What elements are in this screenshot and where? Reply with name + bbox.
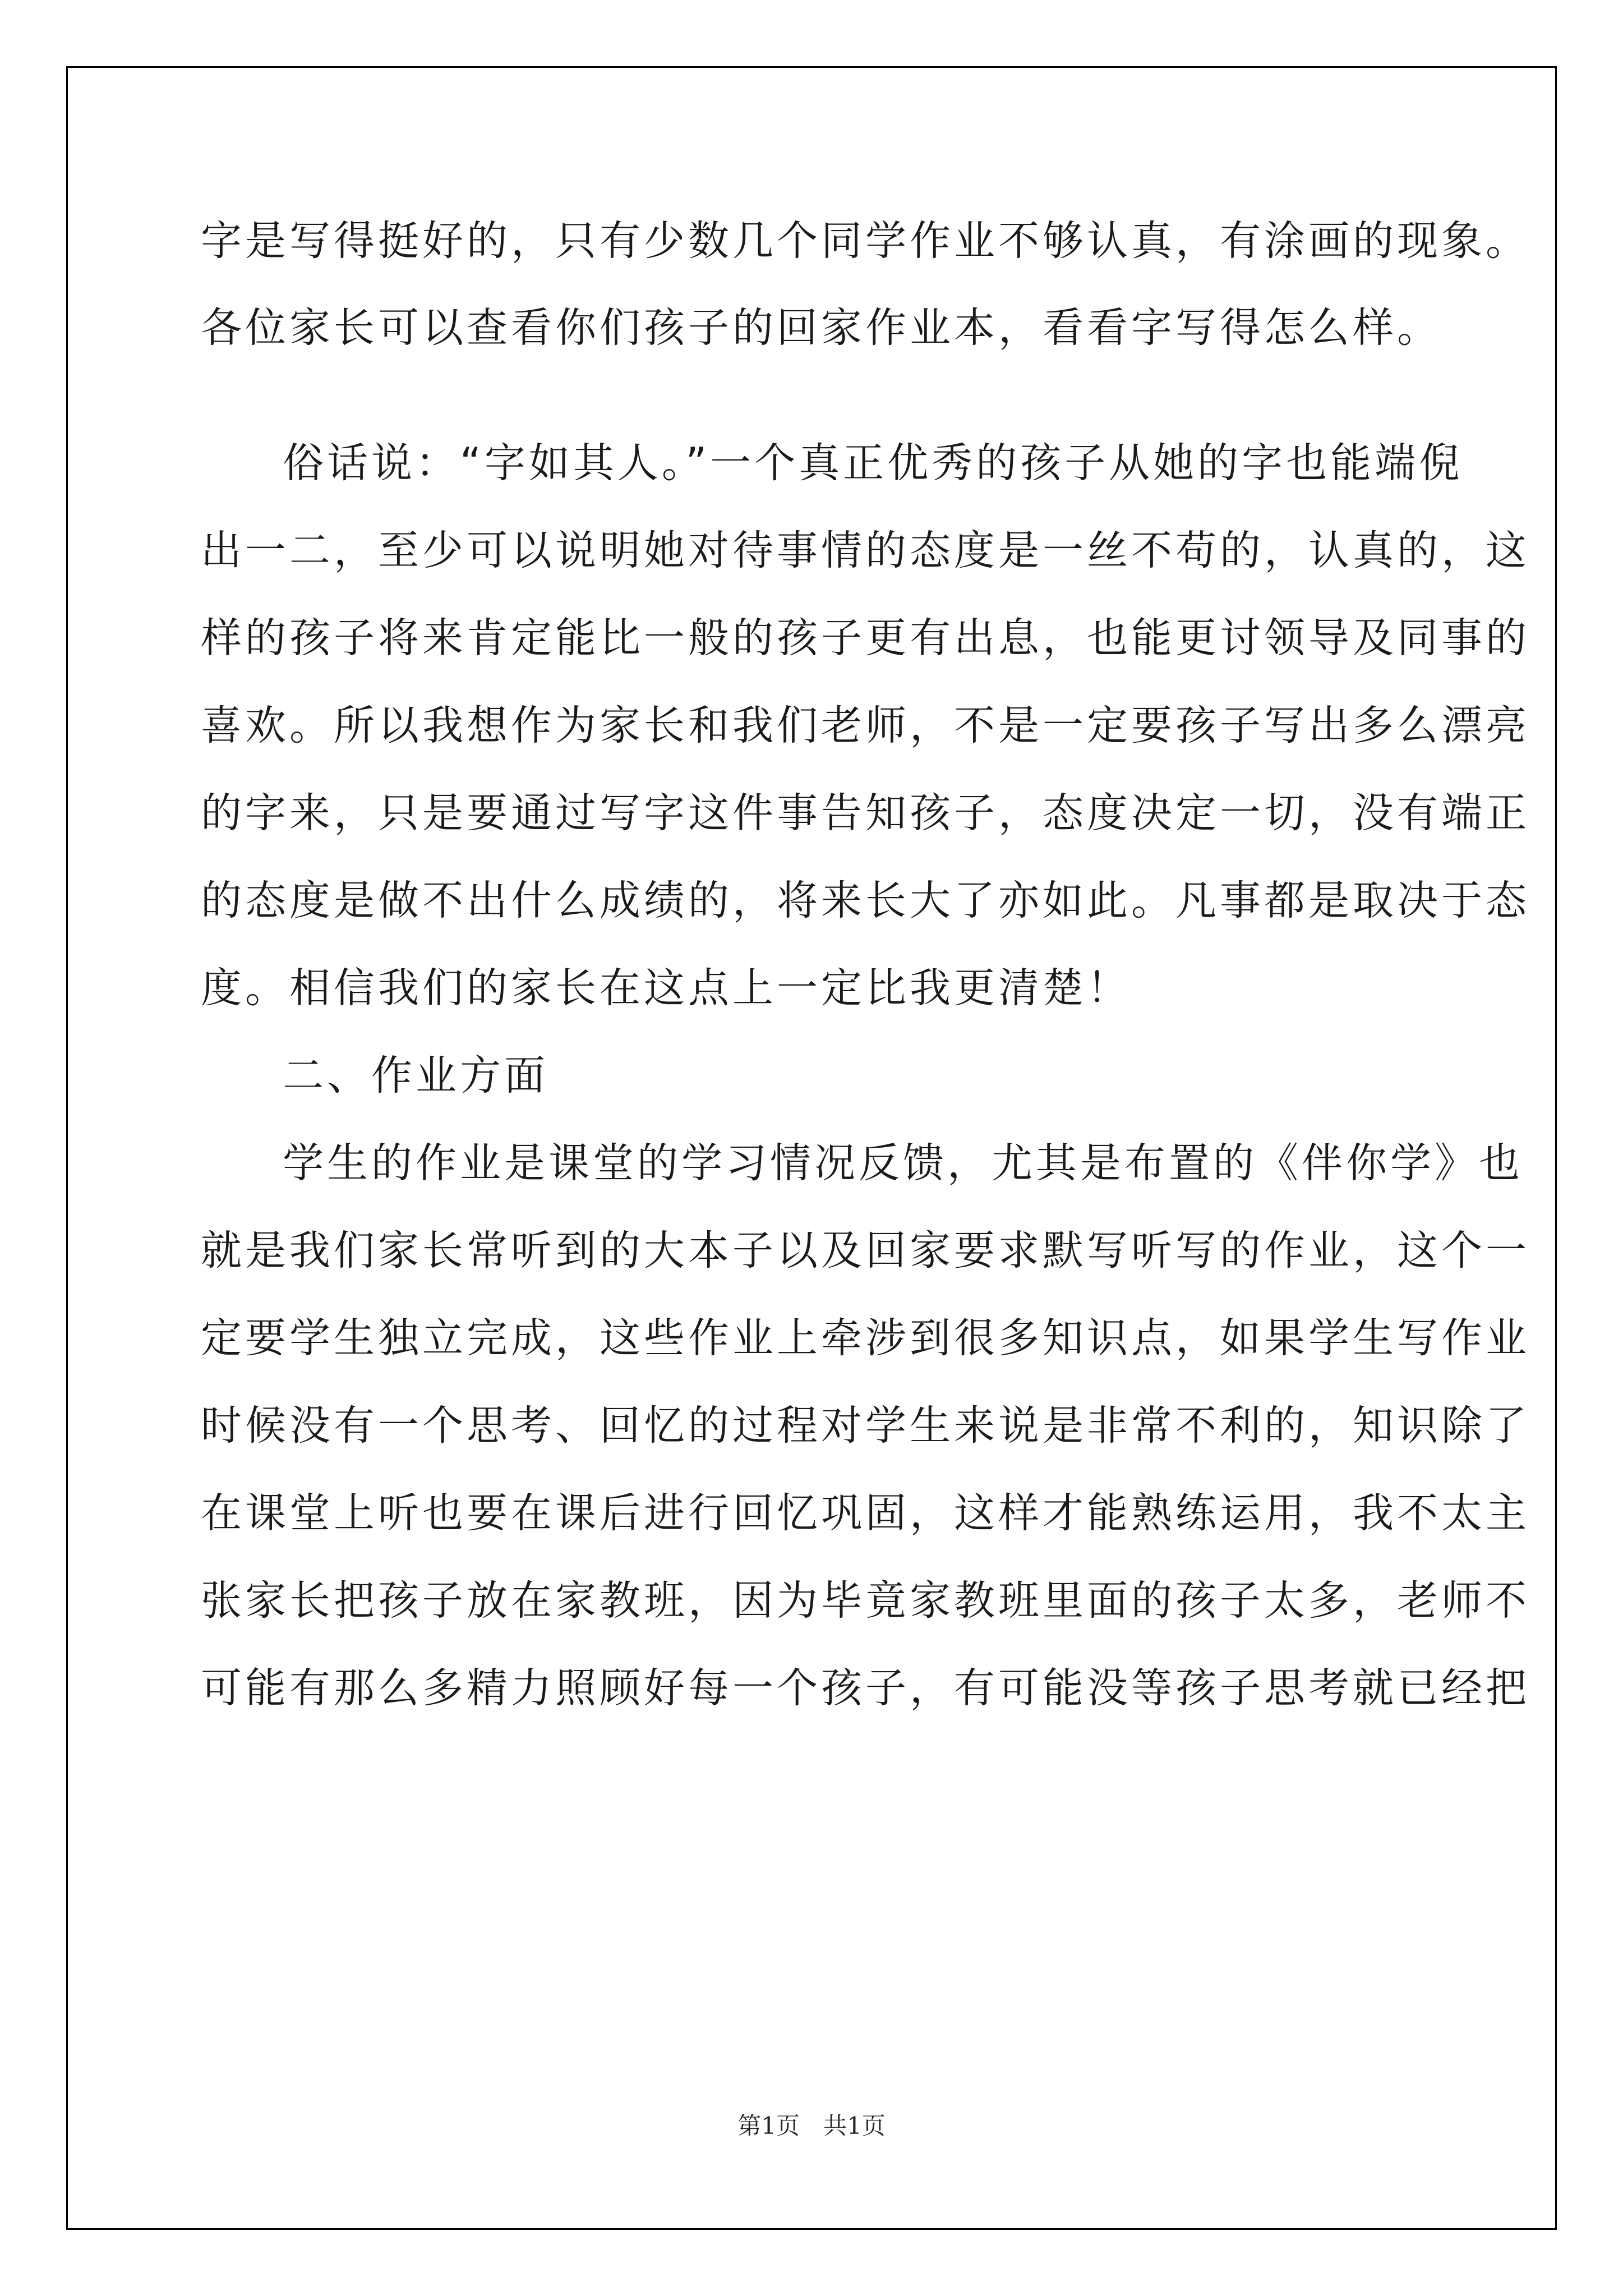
paragraph-line: 的字来，只是要通过写字这件事告知孩子，态度决定一切，没有端正 [201,789,1530,837]
paragraph-line: 各位家长可以查看你们孩子的回家作业本，看看字写得怎么样。 [201,304,1441,352]
paragraph-line: 俗话说：“字如其人。”一个真正优秀的孩子从她的字也能端倪 [283,439,1464,487]
paragraph-line: 出一二，至少可以说明她对待事情的态度是一丝不苟的，认真的，这 [201,527,1530,574]
paragraph-line: 学生的作业是课堂的学习情况反馈，尤其是布置的《伴你学》也 [283,1139,1523,1187]
paragraph-line: 定要学生独立完成，这些作业上牵涉到很多知识点，如果学生写作业 [201,1314,1530,1362]
paragraph-line: 时候没有一个思考、回忆的过程对学生来说是非常不利的，知识除了 [201,1402,1530,1450]
paragraph-line: 字是写得挺好的，只有少数几个同学作业不够认真，有涂画的现象。 [201,217,1530,265]
paragraph-line: 在课堂上听也要在课后进行回忆巩固，这样才能熟练运用，我不太主 [201,1489,1530,1537]
page-number-label: 第1页 共1页 [737,2112,886,2139]
paragraph-line: 样的孩子将来肯定能比一般的孩子更有出息，也能更讨领导及同事的 [201,614,1530,662]
paragraph-line: 就是我们家长常听到的大本子以及回家要求默写听写的作业，这个一 [201,1227,1530,1274]
paragraph-line: 喜欢。所以我想作为家长和我们老师，不是一定要孩子写出多么漂亮 [201,702,1530,749]
paragraph-line: 的态度是做不出什么成绩的，将来长大了亦如此。凡事都是取决于态 [201,877,1530,924]
paragraph-line: 可能有那么多精力照顾好每一个孩子，有可能没等孩子思考就已经把 [201,1664,1530,1712]
paragraph-line: 度。相信我们的家长在这点上一定比我更清楚！ [201,964,1131,1012]
section-heading: 二、作业方面 [283,1052,548,1099]
paragraph-line: 张家长把孩子放在家教班，因为毕竟家教班里面的孩子太多，老师不 [201,1577,1530,1625]
page-footer [0,2109,1623,2143]
